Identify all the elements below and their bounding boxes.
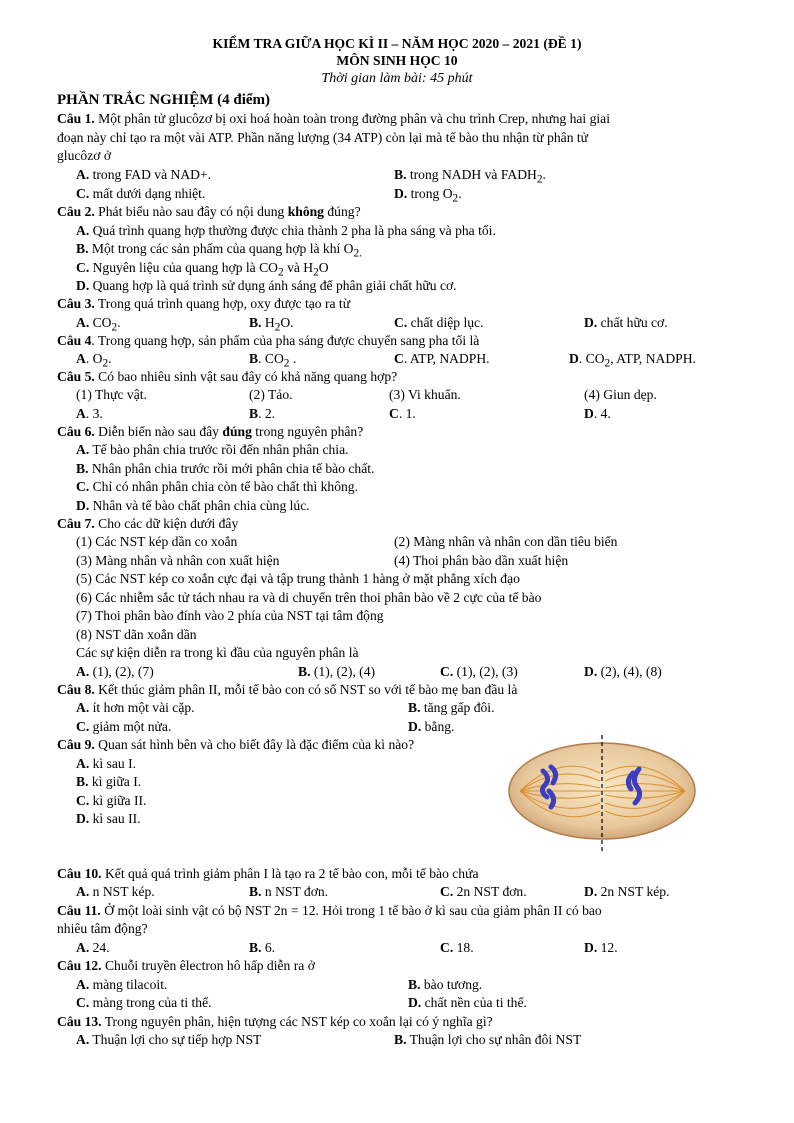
option-letter: B.: [394, 167, 407, 182]
question-7-item-7: (7) Thoi phân bào đính vào 2 phía của NST tại tâm động: [76, 608, 384, 623]
question-12-number: Câu 12.: [57, 958, 102, 973]
option-text: . 1.: [398, 406, 416, 421]
question-7-option-c[interactable]: [440, 663, 518, 681]
option-letter: C.: [394, 315, 408, 330]
question-5-item-3: (3) Vi khuẩn.: [389, 387, 461, 402]
option-letter: C.: [440, 940, 454, 955]
option-text: 6.: [261, 940, 276, 955]
question-5-option-d[interactable]: [584, 405, 611, 423]
question-13-option-a[interactable]: [76, 1031, 261, 1049]
question-11-option-d[interactable]: [584, 939, 618, 957]
question-4-option-b[interactable]: [249, 350, 296, 368]
question-1-line-1: [57, 110, 610, 128]
option-letter: B.: [249, 315, 262, 330]
option-text: CO: [89, 315, 112, 330]
question-13-option-b[interactable]: [394, 1031, 581, 1049]
option-letter: B.: [298, 664, 311, 679]
question-12-text: Chuỗi truyền êlectron hô hấp diễn ra ở: [101, 958, 315, 973]
option-letter: A.: [76, 977, 90, 992]
question-7-item-4: (4) Thoi phân bào dần xuất hiện: [394, 553, 569, 568]
question-1-text-1: Một phân tử glucôzơ bị oxi hoá hoàn toàn trong đường phân và chu trình Crep, nhưng hai giai: [94, 111, 610, 126]
question-6-text-end: trong nguyên phân?: [251, 424, 364, 439]
question-7-item-8: (8) NST dãn xoắn dần: [76, 627, 197, 642]
option-letter: A.: [76, 700, 90, 715]
option-letter: A.: [76, 167, 90, 182]
question-13-stem: [57, 1013, 493, 1031]
option-text: Một trong các sản phẩm của quang hợp là khí O: [88, 241, 354, 256]
cell-division-figure: [505, 733, 700, 853]
option-letter: B.: [76, 241, 89, 256]
question-6-option-a[interactable]: [76, 441, 349, 459]
question-12-option-d[interactable]: [408, 994, 527, 1012]
option-letter: A: [76, 351, 86, 366]
question-3-option-b[interactable]: [249, 314, 294, 332]
option-text: tăng gấp đôi.: [420, 700, 495, 715]
question-2-text: Phát biểu nào sau đây có nội dung: [94, 204, 288, 219]
option-text-mid: và H: [283, 260, 314, 275]
subscript: 2: [452, 192, 459, 205]
question-3-stem: [57, 295, 350, 313]
option-text: (1), (2), (4): [310, 664, 376, 679]
question-4-stem: [57, 332, 479, 350]
option-letter: C.: [76, 719, 90, 734]
question-8-option-d[interactable]: [408, 718, 454, 736]
question-3-number: Câu 3.: [57, 296, 95, 311]
option-text-end: O.: [280, 315, 294, 330]
question-3-text: Trong quá trình quang hợp, oxy được tạo ra từ: [94, 296, 351, 311]
question-7-item-2: (2) Màng nhân và nhân con dần tiêu biến: [394, 534, 618, 549]
subscript: 2: [102, 357, 109, 370]
option-text: Thuận lợi cho sự tiếp hợp NST: [89, 1032, 262, 1047]
question-7-item-5: (5) Các NST kép co xoắn cực đại và tập trung thành 1 hàng ở mặt phẳng xích đạo: [76, 571, 520, 586]
option-text: mất dưới dạng nhiệt.: [89, 186, 206, 201]
question-4-text: . Trong quang hợp, sản phẩm của pha sáng được chuyển sang pha tối là: [91, 333, 480, 348]
option-text: kì sau I.: [89, 756, 137, 771]
option-letter: D: [569, 351, 579, 366]
subscript: 2: [283, 357, 290, 370]
option-text: kì sau II.: [89, 811, 141, 826]
option-text-end: , ATP, NADPH.: [610, 351, 696, 366]
question-8-option-b[interactable]: [408, 699, 494, 717]
question-10-option-d[interactable]: [584, 883, 669, 901]
question-7-option-d[interactable]: [584, 663, 662, 681]
option-letter: B.: [249, 940, 262, 955]
option-letter: D.: [394, 186, 408, 201]
question-9-option-c[interactable]: [76, 792, 146, 810]
option-letter: D.: [408, 995, 422, 1010]
question-7-number: Câu 7.: [57, 516, 95, 531]
option-letter: C.: [76, 479, 90, 494]
option-text: chất hữu cơ.: [597, 315, 668, 330]
question-4-option-c[interactable]: [394, 350, 490, 368]
option-letter: A.: [76, 1032, 90, 1047]
question-8-option-a[interactable]: [76, 699, 195, 717]
question-7-option-b[interactable]: [298, 663, 375, 681]
option-text: bào tương.: [420, 977, 483, 992]
option-letter: C.: [76, 186, 90, 201]
option-text: chất diệp lục.: [407, 315, 484, 330]
question-1-text-3: glucôzơ ở: [57, 148, 112, 163]
question-11-text-1: Ở một loài sinh vật có bộ NST 2n = 12. Hỏi trong 1 tế bào ở kì sau của giảm phân II có bao: [100, 903, 602, 918]
option-letter: D.: [584, 315, 598, 330]
question-10-text: Kết quả quá trình giảm phân I là tạo ra 2 tế bào con, mỗi tế bào chứa: [101, 866, 479, 881]
question-2-keyword: không: [287, 204, 324, 219]
option-letter: A.: [76, 940, 90, 955]
subscript: 2: [536, 173, 543, 186]
question-9-text: Quan sát hình bên và cho biết đây là đặc điểm của kì nào?: [94, 737, 415, 752]
question-1-option-d[interactable]: [394, 185, 462, 203]
option-text: trong NADH và FADH: [406, 167, 537, 182]
option-text: Quá trình quang hợp thường được chia thành 2 pha là pha sáng và pha tối.: [89, 223, 496, 238]
option-text: H: [261, 315, 275, 330]
option-text: 2n NST đơn.: [453, 884, 527, 899]
option-letter: C.: [440, 884, 454, 899]
option-text: . ATP, NADPH.: [403, 351, 490, 366]
option-text: 24.: [89, 940, 110, 955]
option-letter: D.: [408, 719, 422, 734]
option-letter: A.: [76, 884, 90, 899]
option-letter: B.: [408, 700, 421, 715]
option-letter: B.: [408, 977, 421, 992]
option-text: màng trong của ti thể.: [89, 995, 212, 1010]
option-text: n NST kép.: [89, 884, 155, 899]
option-letter: B.: [76, 774, 89, 789]
question-13-number: Câu 13.: [57, 1014, 102, 1029]
question-8-stem: [57, 681, 517, 699]
option-text: 12.: [597, 940, 618, 955]
question-4-option-a[interactable]: [76, 350, 112, 368]
option-letter: A.: [76, 315, 90, 330]
question-9-option-a[interactable]: [76, 755, 136, 773]
question-11-option-c[interactable]: [440, 939, 474, 957]
question-1-option-c[interactable]: [76, 185, 205, 203]
exam-title: KIỂM TRA GIỮA HỌC KÌ II – NĂM HỌC 2020 – 2021 (ĐỀ 1): [212, 36, 582, 51]
option-text: . CO: [578, 351, 605, 366]
question-4-option-d[interactable]: [569, 350, 696, 368]
question-1-option-a[interactable]: [76, 166, 211, 184]
question-9-option-b[interactable]: [76, 773, 141, 791]
option-text: . CO: [258, 351, 284, 366]
question-3-option-d[interactable]: [584, 314, 668, 332]
option-letter: D.: [76, 811, 90, 826]
subscript: 2: [111, 321, 118, 334]
option-text-end: .: [542, 167, 546, 182]
question-9-stem: [57, 736, 414, 754]
option-letter: A.: [76, 756, 90, 771]
option-text: màng tilacoit.: [89, 977, 168, 992]
option-letter: C.: [76, 260, 90, 275]
option-letter: C: [389, 406, 399, 421]
option-letter: D.: [76, 498, 90, 513]
option-letter: B: [249, 406, 259, 421]
question-5-option-a[interactable]: [76, 405, 103, 423]
question-12-option-a[interactable]: [76, 976, 167, 994]
question-2-number: Câu 2.: [57, 204, 95, 219]
option-letter: A.: [76, 223, 90, 238]
question-8-option-c[interactable]: [76, 718, 171, 736]
question-11-number: Câu 11.: [57, 903, 101, 918]
question-6-stem: [57, 423, 363, 441]
subscript: 2.: [353, 247, 362, 260]
question-6-option-c[interactable]: [76, 478, 358, 496]
option-text-end: O: [318, 260, 329, 275]
subscript: 2: [274, 321, 281, 334]
question-11-option-a[interactable]: [76, 939, 110, 957]
option-text: kì giữa I.: [88, 774, 142, 789]
option-letter: B: [249, 351, 259, 366]
question-10-number: Câu 10.: [57, 866, 102, 881]
question-6-number: Câu 6.: [57, 424, 95, 439]
question-8-number: Câu 8.: [57, 682, 95, 697]
question-5-text: Có bao nhiêu sinh vật sau đây có khả năng quang hợp?: [94, 369, 398, 384]
question-9-number: Câu 9.: [57, 737, 95, 752]
option-text: Nhân phân chia trước rồi mới phân chia tế bào chất.: [88, 461, 375, 476]
question-6-keyword: đúng: [222, 424, 252, 439]
question-7-prompt: Các sự kiện diễn ra trong kì đầu của nguyên phân là: [76, 645, 359, 660]
option-text: . O: [85, 351, 103, 366]
question-9-option-d[interactable]: [76, 810, 141, 828]
option-letter: C.: [76, 995, 90, 1010]
question-8-text: Kết thúc giảm phân II, mỗi tế bào con có số NST so với tế bào mẹ ban đầu là: [94, 682, 518, 697]
question-7-item-3: (3) Màng nhân và nhân con xuất hiện: [76, 553, 280, 568]
option-text: chất nền của ti thể.: [421, 995, 527, 1010]
option-letter: D: [584, 406, 594, 421]
question-5-item-2: (2) Tảo.: [249, 387, 293, 402]
option-text: Quang hợp là quá trình sử dụng ánh sáng để phân giải chất hữu cơ.: [89, 278, 457, 293]
question-11-option-b[interactable]: [249, 939, 275, 957]
question-12-option-b[interactable]: [408, 976, 482, 994]
question-10-option-b[interactable]: [249, 883, 328, 901]
question-13-text: Trong nguyên phân, hiện tượng các NST kép co xoắn lại có ý nghĩa gì?: [101, 1014, 493, 1029]
question-2-text-end: đúng?: [323, 204, 361, 219]
option-letter: D.: [584, 884, 598, 899]
exam-subject: MÔN SINH HỌC 10: [336, 53, 458, 68]
option-letter: D.: [584, 664, 598, 679]
question-2-option-c[interactable]: [76, 259, 329, 277]
option-letter: C: [394, 351, 404, 366]
subscript: 2: [278, 266, 284, 279]
question-5-item-1: (1) Thực vật.: [76, 387, 147, 402]
section-heading: PHẦN TRẮC NGHIỆM (4 điểm): [57, 92, 271, 108]
question-11-text-2: nhiêu tâm động?: [57, 921, 148, 936]
option-letter: A.: [76, 442, 90, 457]
option-text: trong O: [407, 186, 453, 201]
question-1-option-b[interactable]: [394, 166, 546, 184]
option-text: Tế bào phân chia trước rồi đến nhân phân chia.: [89, 442, 349, 457]
option-text-end: .: [289, 351, 297, 366]
subscript: 2: [313, 266, 319, 279]
exam-time: Thời gian làm bài: 45 phút: [321, 71, 473, 86]
question-12-option-c[interactable]: [76, 994, 212, 1012]
option-letter: B.: [394, 1032, 407, 1047]
question-2-option-b[interactable]: [76, 240, 362, 258]
option-text: kì giữa II.: [89, 793, 147, 808]
question-5-number: Câu 5.: [57, 369, 95, 384]
option-text: 18.: [453, 940, 474, 955]
question-10-option-c[interactable]: [440, 883, 527, 901]
option-letter: C.: [76, 793, 90, 808]
option-text-end: .: [458, 186, 462, 201]
option-letter: B.: [249, 884, 262, 899]
question-3-option-a[interactable]: [76, 314, 121, 332]
option-text: (1), (2), (7): [89, 664, 154, 679]
question-6-option-b[interactable]: [76, 460, 374, 478]
question-2-option-a[interactable]: [76, 222, 496, 240]
question-5-stem: [57, 368, 397, 386]
option-text: Chỉ có nhân phân chia còn tế bào chất thì không.: [89, 479, 359, 494]
option-text-end: .: [108, 351, 112, 366]
option-text: 2n NST kép.: [597, 884, 670, 899]
option-text: Nguyên liệu của quang hợp là CO: [89, 260, 278, 275]
question-10-stem: [57, 865, 479, 883]
option-letter: A.: [76, 664, 90, 679]
option-text: . 4.: [593, 406, 611, 421]
question-6-option-d[interactable]: [76, 497, 310, 515]
option-text: (2), (4), (8): [597, 664, 662, 679]
question-4-number: Câu 4: [57, 333, 92, 348]
option-text: . 3.: [85, 406, 103, 421]
question-10-option-a[interactable]: [76, 883, 155, 901]
option-text: giảm một nửa.: [89, 719, 172, 734]
question-2-stem: [57, 203, 361, 221]
option-text: ít hơn một vài cặp.: [89, 700, 195, 715]
question-5-item-4: (4) Giun dẹp.: [584, 387, 657, 402]
question-12-stem: [57, 957, 315, 975]
option-text: n NST đơn.: [261, 884, 329, 899]
option-text: Thuận lợi cho sự nhân đôi NST: [406, 1032, 582, 1047]
subscript: 2: [604, 357, 611, 370]
question-7-option-a[interactable]: [76, 663, 154, 681]
question-7-item-6: (6) Các nhiễm sắc tử tách nhau ra và di chuyển trên thoi phân bào về 2 cực của tế bào: [76, 590, 542, 605]
option-text: trong FAD và NAD+.: [89, 167, 212, 182]
option-letter: C.: [440, 664, 454, 679]
question-6-text: Diễn biến nào sau đây: [94, 424, 223, 439]
question-7-item-1: (1) Các NST kép dần co xoắn: [76, 534, 238, 549]
option-text-end: .: [117, 315, 121, 330]
question-7-stem: [57, 515, 238, 533]
question-7-text: Cho các dữ kiện dưới đây: [94, 516, 239, 531]
option-text: bằng.: [421, 719, 455, 734]
question-2-option-d[interactable]: [76, 277, 457, 295]
option-letter: B.: [76, 461, 89, 476]
question-5-option-c[interactable]: [389, 405, 416, 423]
option-text: . 2.: [258, 406, 276, 421]
option-letter: D.: [584, 940, 598, 955]
option-text: Nhân và tế bào chất phân chia cùng lúc.: [89, 498, 310, 513]
question-1-number: Câu 1.: [57, 111, 95, 126]
question-5-option-b[interactable]: [249, 405, 275, 423]
option-letter: A: [76, 406, 86, 421]
question-11-stem: [57, 902, 602, 920]
option-text: (1), (2), (3): [453, 664, 518, 679]
question-3-option-c[interactable]: [394, 314, 483, 332]
question-1-text-2: đoạn này chỉ tạo ra một vài ATP. Phần năng lượng (34 ATP) còn lại mà tế bào thu nhận từ phân tử: [57, 130, 589, 145]
option-letter: D.: [76, 278, 90, 293]
